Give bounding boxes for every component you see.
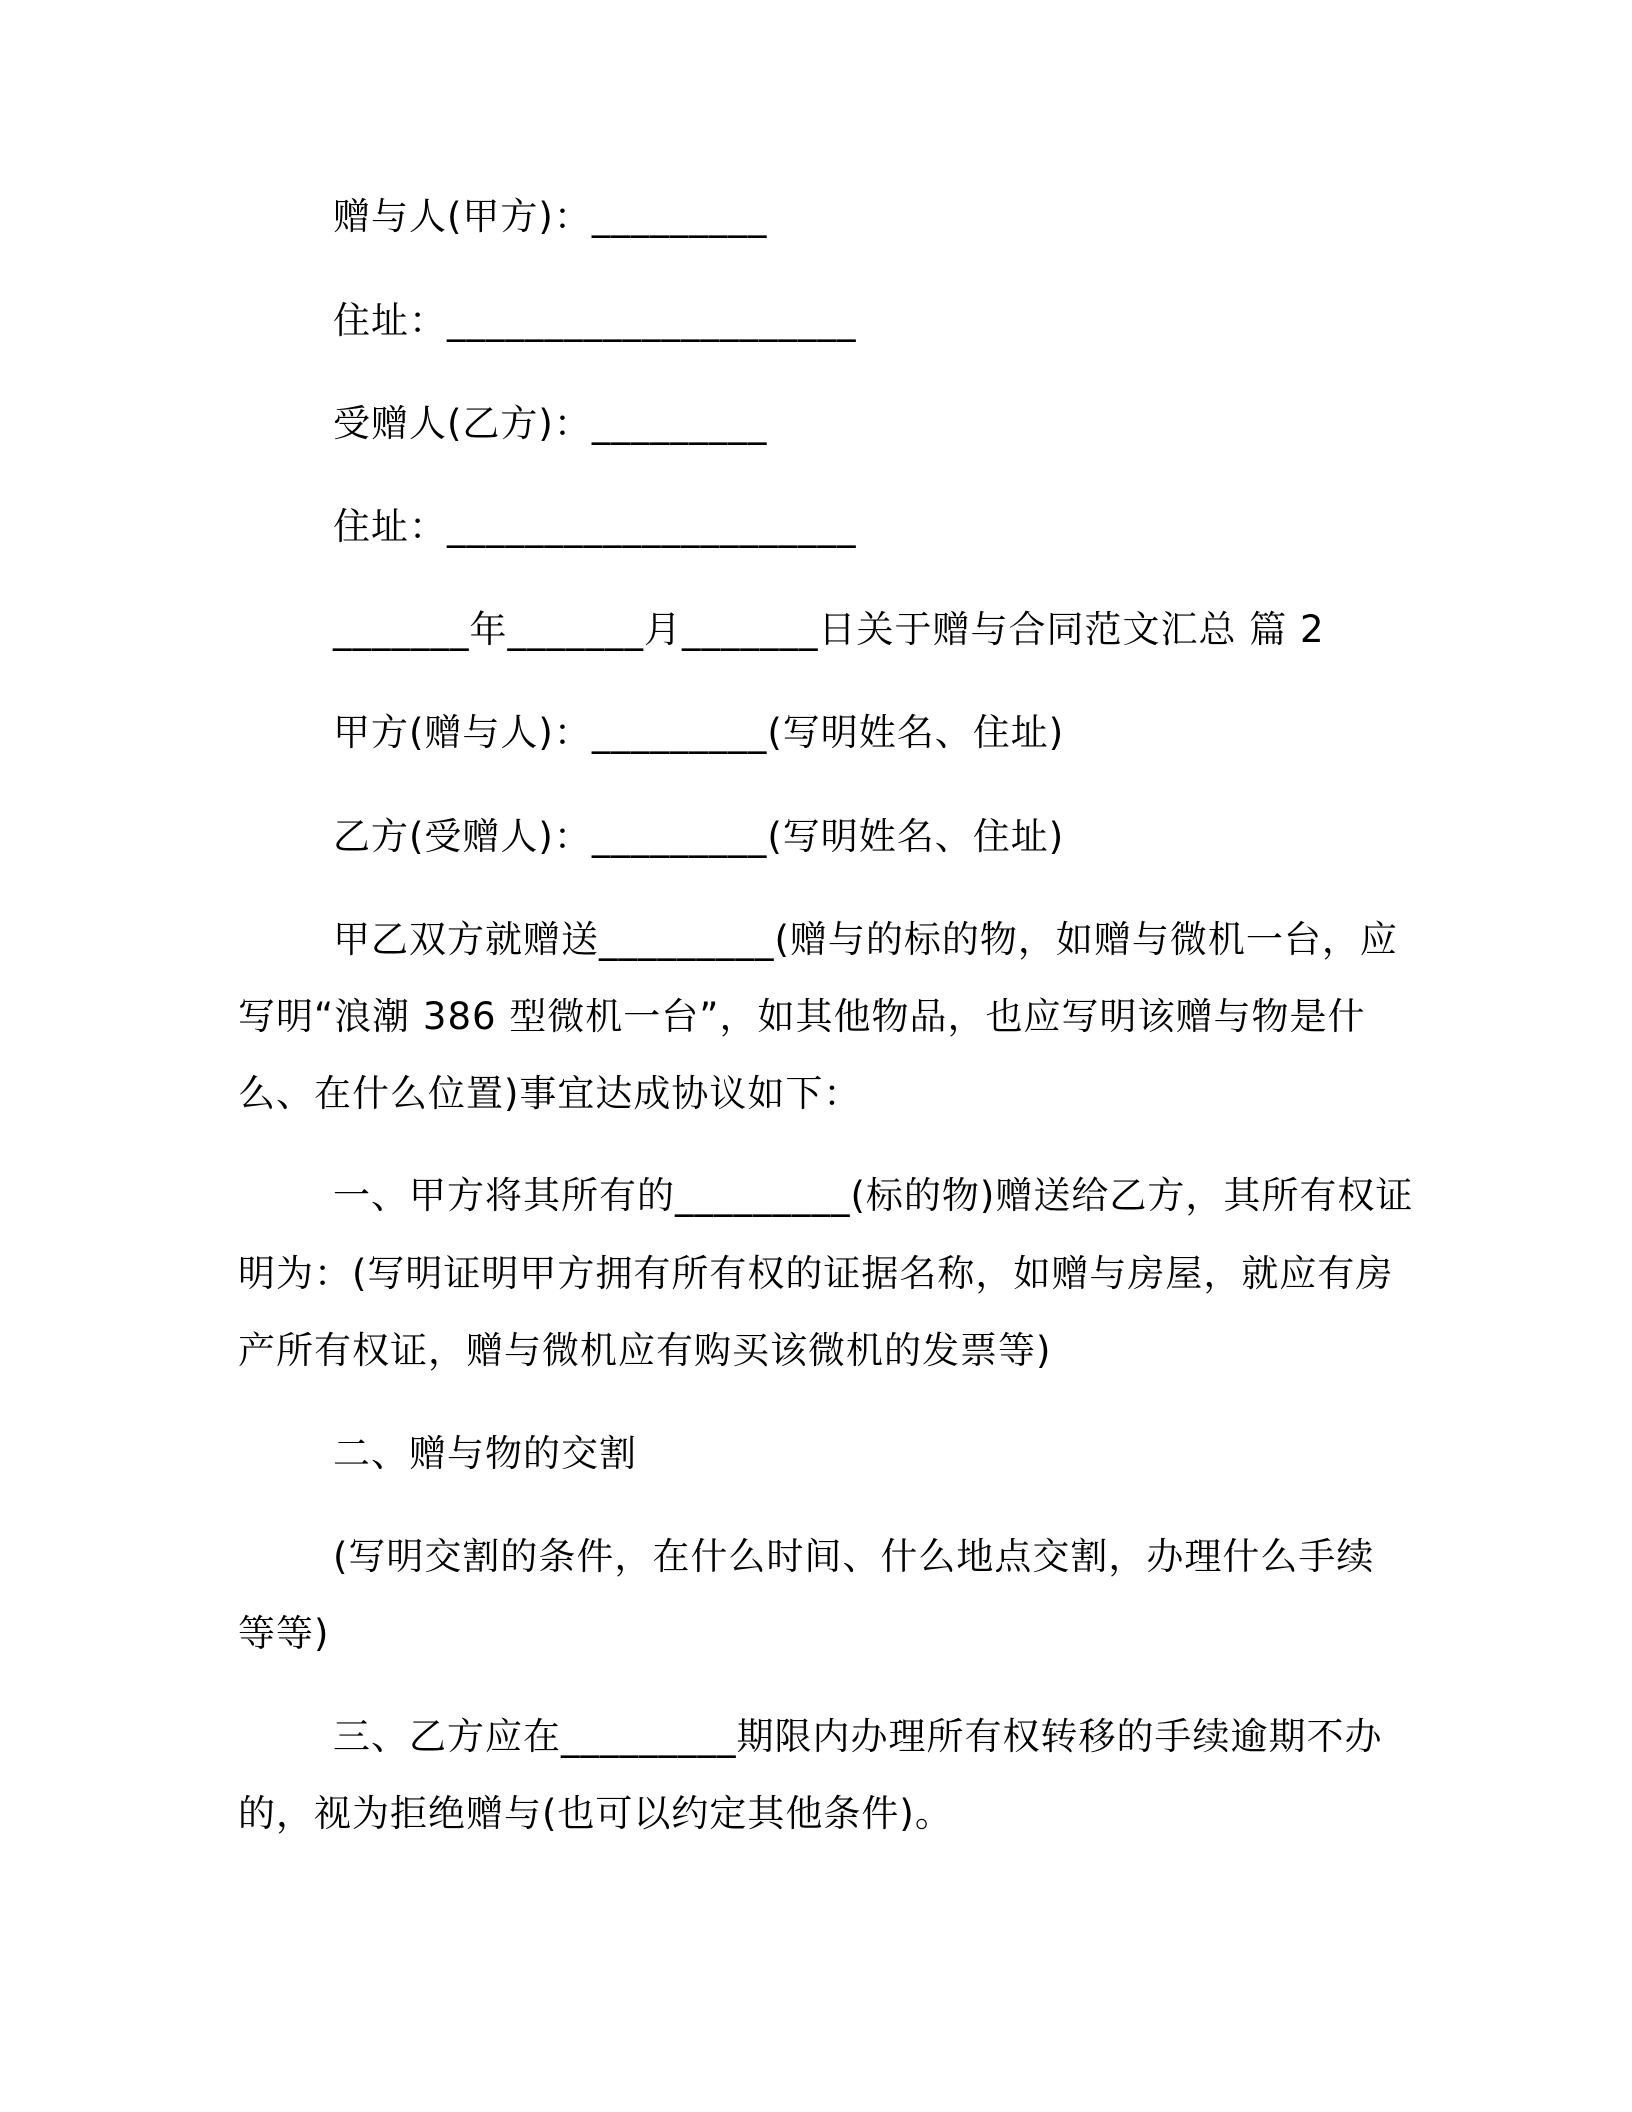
clause-two-heading: 二、赠与物的交割 [333, 1432, 637, 1475]
agreement-paragraph-line-1: 甲乙双方就赠送_________(赠与的标的物，如赠与微机一台，应 [333, 918, 1398, 961]
agreement-paragraph-line-3: 么、在什么位置)事宜达成协议如下： [238, 1072, 862, 1115]
clause-one-line-1: 一、甲方将其所有的_________(标的物)赠送给乙方，其所有权证 [333, 1174, 1414, 1217]
donee-address-line: 住址：_____________________ [333, 505, 857, 548]
donee-party-b-line: 受赠人(乙方)：_________ [333, 402, 768, 445]
party-a-donor-line: 甲方(赠与人)：_________(写明姓名、住址) [333, 711, 1065, 754]
clause-one-line-2: 明为：(写明证明甲方拥有所有权的证据名称，如赠与房屋，就应有房 [238, 1252, 1394, 1295]
agreement-paragraph-line-2: 写明“浪潮 386 型微机一台”，如其他物品，也应写明该赠与物是什 [238, 995, 1366, 1038]
clause-one-line-3: 产所有权证，赠与微机应有购买该微机的发票等) [238, 1329, 1052, 1372]
clause-three-line-1: 三、乙方应在_________期限内办理所有权转移的手续逾期不办 [333, 1715, 1383, 1758]
donor-address-line: 住址：_____________________ [333, 299, 857, 342]
date-and-section-heading: _______年_______月_______日关于赠与合同范文汇总 篇 2 [333, 608, 1325, 651]
clause-three-line-2: 的，视为拒绝赠与(也可以约定其他条件)。 [238, 1792, 953, 1835]
clause-two-line-1: (写明交割的条件，在什么时间、什么地点交割，办理什么手续 [333, 1535, 1375, 1578]
clause-two-line-2: 等等) [238, 1612, 330, 1655]
donor-party-a-line: 赠与人(甲方)：_________ [333, 195, 768, 238]
party-b-donee-line: 乙方(受赠人)：_________(写明姓名、住址) [333, 815, 1065, 858]
